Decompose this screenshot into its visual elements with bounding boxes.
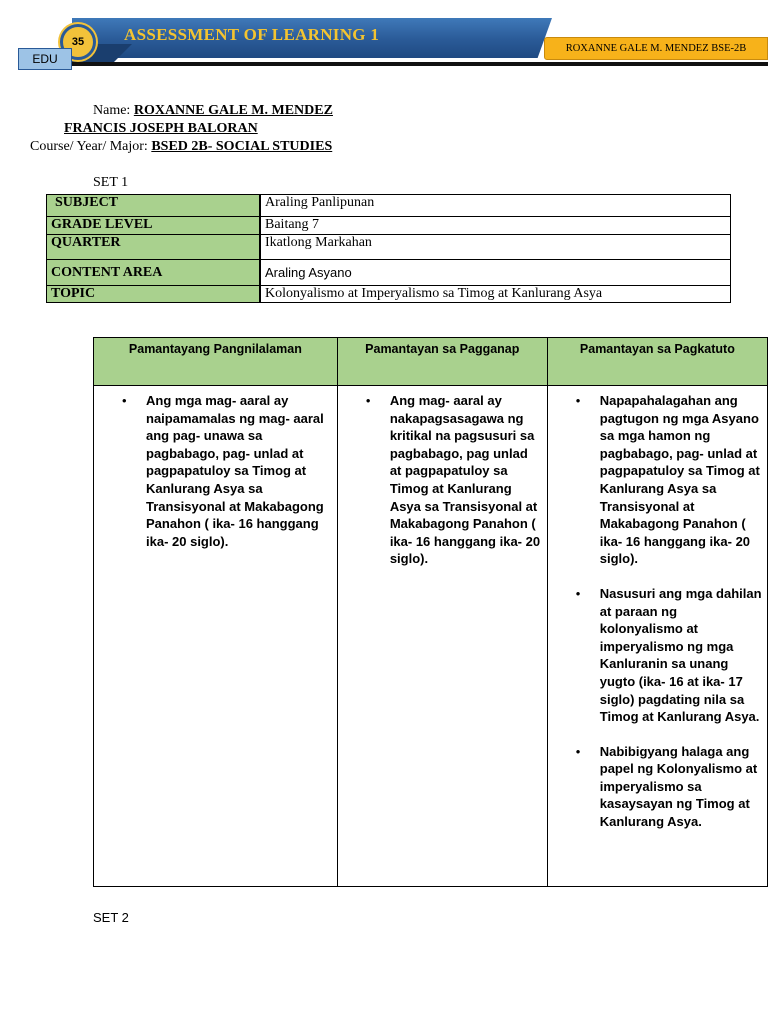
row-value: Araling Panlipunan bbox=[260, 195, 731, 217]
row-value: Baitang 7 bbox=[260, 217, 731, 235]
row-value: Ikatlong Markahan bbox=[260, 235, 731, 260]
row-value: Kolonyalismo at Imperyalismo sa Timog at Kanlurang Asya bbox=[260, 286, 731, 303]
header-title: ASSESSMENT OF LEARNING 1 bbox=[124, 25, 380, 44]
name-value-2: FRANCIS JOSEPH BALORAN bbox=[64, 121, 258, 136]
content-standard-list bbox=[94, 392, 333, 550]
list-item-text: Napapahalagahan ang pagtugon ng mga Asyano sa mga hamon ng pagbabago, pag- unlad at pagpapatuloy sa Timog at Kanlurang Asya sa Transisyonal at Makabagong Panahon ( ika- 16 hanggang ika- 20 siglo). bbox=[599, 393, 760, 567]
bullet-icon: • bbox=[575, 585, 581, 601]
table-header-row bbox=[94, 338, 768, 386]
bullet-icon: • bbox=[122, 393, 127, 408]
bullet-icon: • bbox=[365, 393, 371, 408]
header-content-standard: Pamantayang Pangnilalaman bbox=[94, 338, 338, 386]
list-item bbox=[365, 392, 543, 568]
set1-info-table bbox=[46, 194, 731, 303]
table-row bbox=[47, 235, 731, 260]
row-key: TOPIC bbox=[47, 286, 261, 303]
header-rule bbox=[18, 62, 768, 66]
subject-tag: EDU bbox=[18, 48, 72, 70]
table-row bbox=[47, 195, 731, 217]
page-number-badge: 35 bbox=[60, 24, 96, 60]
performance-standard-list bbox=[338, 392, 543, 568]
name-label: Name: bbox=[93, 103, 131, 118]
row-key: GRADE LEVEL bbox=[47, 217, 261, 235]
table-row bbox=[47, 260, 731, 286]
content-standard-cell bbox=[94, 386, 338, 887]
course-label: Course/ Year/ Major: bbox=[30, 139, 148, 154]
course-value: BSED 2B- SOCIAL STUDIES bbox=[151, 139, 333, 154]
name-line bbox=[93, 103, 333, 119]
list-item bbox=[122, 392, 333, 550]
header-performance-standard: Pamantayan sa Pagganap bbox=[337, 338, 547, 386]
list-item bbox=[575, 585, 763, 726]
list-item bbox=[575, 743, 763, 831]
name-value-1: ROXANNE GALE M. MENDEZ bbox=[133, 103, 333, 118]
bullet-icon: • bbox=[575, 393, 581, 408]
learning-competency-cell bbox=[547, 386, 767, 887]
bullet-icon: • bbox=[575, 743, 581, 759]
list-item bbox=[575, 392, 763, 568]
row-key: CONTENT AREA bbox=[47, 260, 261, 286]
table-row bbox=[47, 217, 731, 235]
performance-standard-cell bbox=[337, 386, 547, 887]
author-label: ROXANNE GALE M. MENDEZ BSE-2B bbox=[544, 37, 768, 60]
set2-label: SET 2 bbox=[93, 910, 129, 925]
name-line-2 bbox=[64, 121, 258, 137]
list-item-text: Ang mag- aaral ay nakapagsasagawa ng kritikal na pagsusuri sa pagbabago, pag unlad at pagpapatuloy sa Timog at Kanlurang Asya sa Transisyonal at Makabagong Panahon ( ika- 16 hanggang ika- 20 siglo). bbox=[389, 393, 541, 567]
standards-table bbox=[93, 337, 768, 887]
learning-competency-list bbox=[548, 392, 763, 831]
row-value: Araling Asyano bbox=[260, 260, 731, 286]
row-key: SUBJECT bbox=[47, 195, 261, 217]
table-row bbox=[94, 386, 768, 887]
list-item-text: Nasusuri ang mga dahilan at paraan ng kolonyalismo at imperyalismo ng mga Kanluranin sa unang yugto (ika- 16 at ika- 17 siglo) pagdating nila sa Timog at Kanlurang Asya. bbox=[599, 585, 762, 725]
set1-label: SET 1 bbox=[93, 175, 129, 190]
header-learning-competency: Pamantayan sa Pagkatuto bbox=[547, 338, 767, 386]
list-item-text: Ang mga mag- aaral ay naipamamalas ng mag- aaral ang pag- unawa sa pagbabago, pag- unlad at pagpapatuloy sa Timog at Kanlurang Asya sa Transisyonal at Makabagong Panahon ( ika- 16 hanggang ika- 20 siglo). bbox=[146, 393, 324, 549]
table-row bbox=[47, 286, 731, 303]
course-line bbox=[30, 139, 332, 155]
row-key: QUARTER bbox=[47, 235, 261, 260]
list-item-text: Nabibigyang halaga ang papel ng Kolonyalismo at imperyalismo sa kasaysayan ng Timog at Kanlurang Asya. bbox=[599, 743, 758, 830]
